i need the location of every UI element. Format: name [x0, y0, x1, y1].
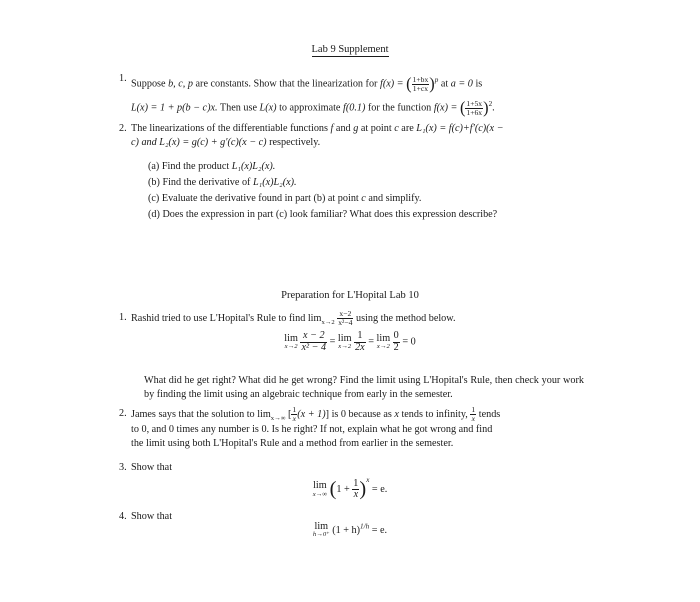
- q1-frac1: $\frac{1+bx}{1+cx}$: [412, 74, 429, 93]
- title-lab9-text: Lab 9 Supplement: [311, 44, 389, 55]
- q1-number: 1.: [119, 73, 127, 84]
- title-lhopital: [0, 289, 700, 303]
- q2-part-a: (a) Find the product L₁(x)L₂(x).: [148, 161, 276, 172]
- p3-display-equation: lim x→∞ (1 + $\frac{1}{x}$ )$^x$ = e.: [312, 476, 388, 501]
- q2-part-d: (d) Does the expression in part (c) look familiar? What does this expression describe?: [148, 209, 498, 220]
- p4-display-equation: lim h→0⁺ $(1 + h)^{1/h} = e$.: [312, 521, 388, 539]
- q1-line1: Suppose b, c, p are constants. Show that the linearization for f(x) = ( $\frac{1+bx}{1+cx}$ )$^p$ at a = 0 is: [131, 73, 483, 93]
- p3-number: 3.: [119, 462, 127, 473]
- lab9-question-1: [119, 70, 601, 117]
- p1-line1: Rashid tried to use L'Hopital's Rule to find $\lim_{x\to 2}$ $\frac{x-2}{\text{x²−4}}$ using the method below.: [131, 309, 456, 328]
- title-lhopital-text: Preparation for L'Hopital Lab 10: [281, 290, 419, 301]
- p2-number: 2.: [119, 408, 127, 419]
- p4-text: Show that: [131, 511, 173, 522]
- lhopital-question-3: [119, 461, 173, 475]
- p2-line1: James says that the solution to $\lim_{x\to\infty}$ [ $\frac{1}{x}$ (x + 1)] is 0 because as x tends to infinity, $\frac{1}{x}$ tends: [131, 405, 501, 424]
- p3-text: Show that: [131, 462, 173, 473]
- q2-part-b: (b) Find the derivative of L₁(x)L₂(x).: [148, 177, 297, 188]
- p2-line3: the limit using both L'Hopital's Rule and a method from earlier in the semester.: [131, 437, 454, 449]
- title-lab9: [0, 43, 700, 57]
- q1-frac2: $\frac{1+5x}{1+6x}$: [466, 98, 483, 117]
- lhopital-question-1: [119, 309, 601, 328]
- p1-paragraph: What did he get right? What did he get wrong? Find the limit using L'Hopital's Rule, then check your work by finding the limit using an algebraic technique from early in the semester.: [144, 375, 584, 400]
- p1-inline-frac: $\frac{x-2}{\text{x²−4}}$: [338, 309, 353, 328]
- q2-line1: The linearizations of the differentiable functions f and g at point c are L₁(x) = f(c)+f′(c)(x −: [131, 123, 504, 134]
- q1-line2: L(x) = 1 + p(b − c)x. Then use L(x) to approximate f(0.1) for the function f(x) = ( $\frac{1+5x}{1+6x}$ )$^2$.: [131, 97, 495, 117]
- q2-number: 2.: [119, 123, 127, 134]
- q2-line2: c) and L₂(x) = g(c) + g′(c)(x − c) respectively.: [131, 136, 321, 148]
- p1-display-equation: lim x→2 $\frac{x - 2}{\text{x² − 4}}$ = lim x→2 $\frac{1}{2x}$ = lim x→2 $\frac{0}{2}$ = 0: [284, 330, 416, 353]
- q2-part-c: (c) Evaluate the derivative found in part (b) at point c and simplify.: [148, 193, 422, 204]
- p1-number: 1.: [119, 312, 127, 323]
- lhopital-question-2: [119, 405, 601, 451]
- p4-number: 4.: [119, 511, 127, 522]
- q2-parts: [148, 160, 598, 224]
- p2-line2: to 0, and 0 times any number is 0. Is he right? If not, explain what he got wrong and find: [131, 424, 493, 435]
- lab9-question-2: [119, 122, 601, 150]
